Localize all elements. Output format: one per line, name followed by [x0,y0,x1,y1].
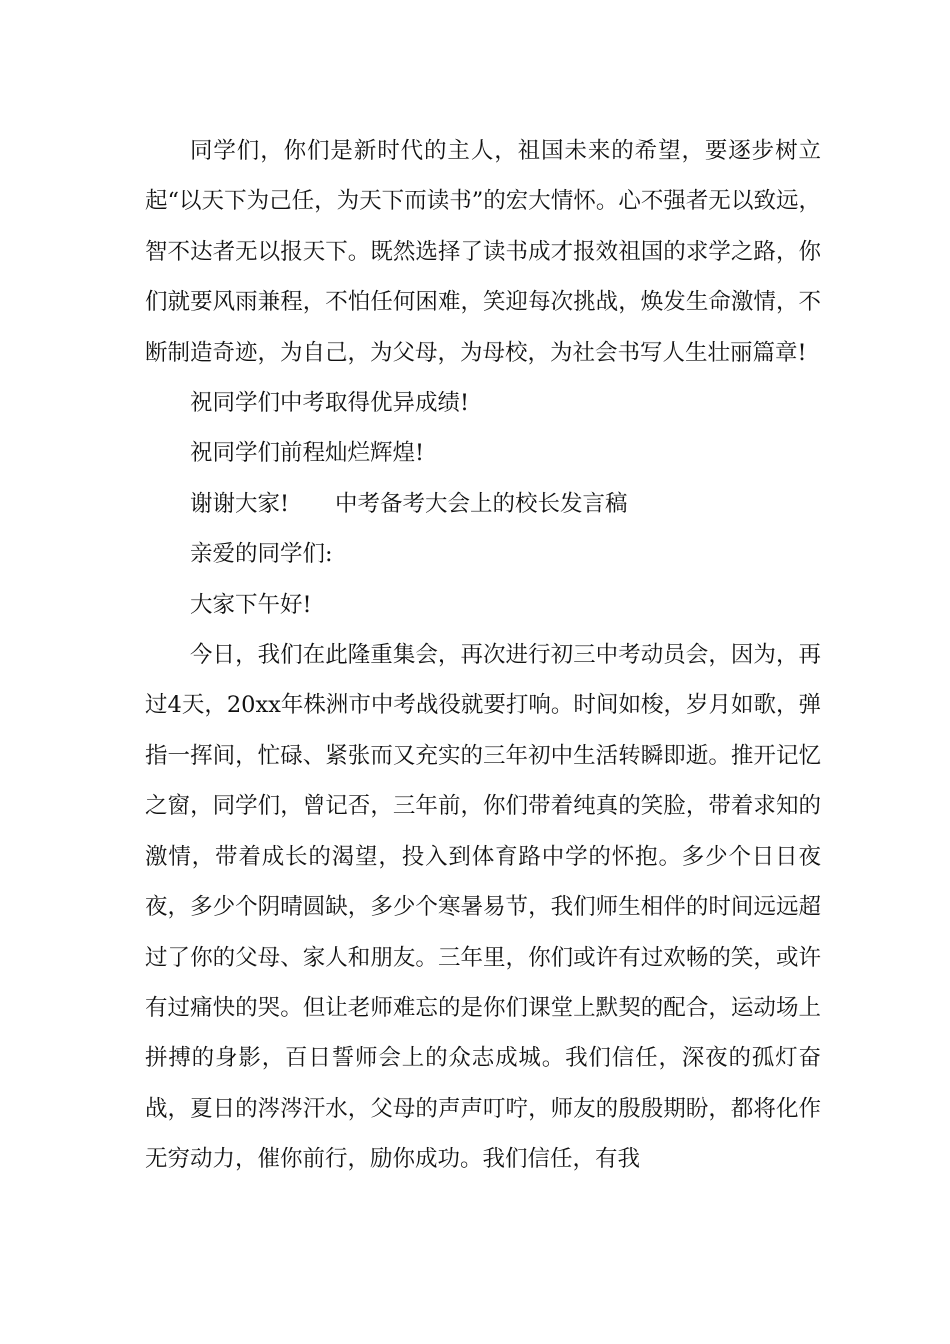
salutation: 亲爱的同学们: [190,541,333,568]
paragraph-closing-exhortation: 同学们，你们是新时代的主人，祖国未来的希望，要逐步树立起“以天下为己任，为天下而读书”的宏大情怀。心不强者无以致远，智不达者无以报天下。既然选择了读书成才报效祖国的求学之路，你们就要风雨兼程，不怕任何困难，笑迎每次挑战，焕发生命激情，不断制造奇迹，为自己，为父母，为母校，为社会书写人生壮丽篇章! [145,138,821,366]
speech-title: 中考备考大会上的校长发言稿 [335,490,628,517]
greeting: 大家下午好! [190,591,312,618]
document-page [145,126,821,1185]
paragraph-speech-body: 今日，我们在此隆重集会，再次进行初三中考动员会，因为，再过4天，20xx年株洲市中考战役就要打响。时间如梭，岁月如歌，弹指一挥间，忙碌、紧张而又充实的三年初中生活转瞬即逝。推开记忆之窗，同学们，曾记否，三年前，你们带着纯真的笑脸，带着求知的激情，带着成长的渴望，投入到体育路中学的怀抱。多少个日日夜夜，多少个阴晴圆缺，多少个寒暑易节，我们师生相伴的时间远远超过了你的父母、家人和朋友。三年里，你们或许有过欢畅的笑，或许有过痛快的哭。但让老师难忘的是你们课堂上默契的配合，运动场上拼搏的身影，百日誓师会上的众志成城。我们信任，深夜的孤灯奋战，夏日的涔涔汗水，父母的声声叮咛，师友的殷殷期盼，都将化作无穷动力，催你前行，励你成功。我们信任，有我 [145,642,821,1173]
thanks-and-next-title [145,479,821,529]
wish-exam-success: 祝同学们中考取得优异成绩! [190,390,470,417]
wish-bright-future: 祝同学们前程灿烂辉煌! [190,440,425,467]
thanks-text: 谢谢大家! [190,490,290,517]
